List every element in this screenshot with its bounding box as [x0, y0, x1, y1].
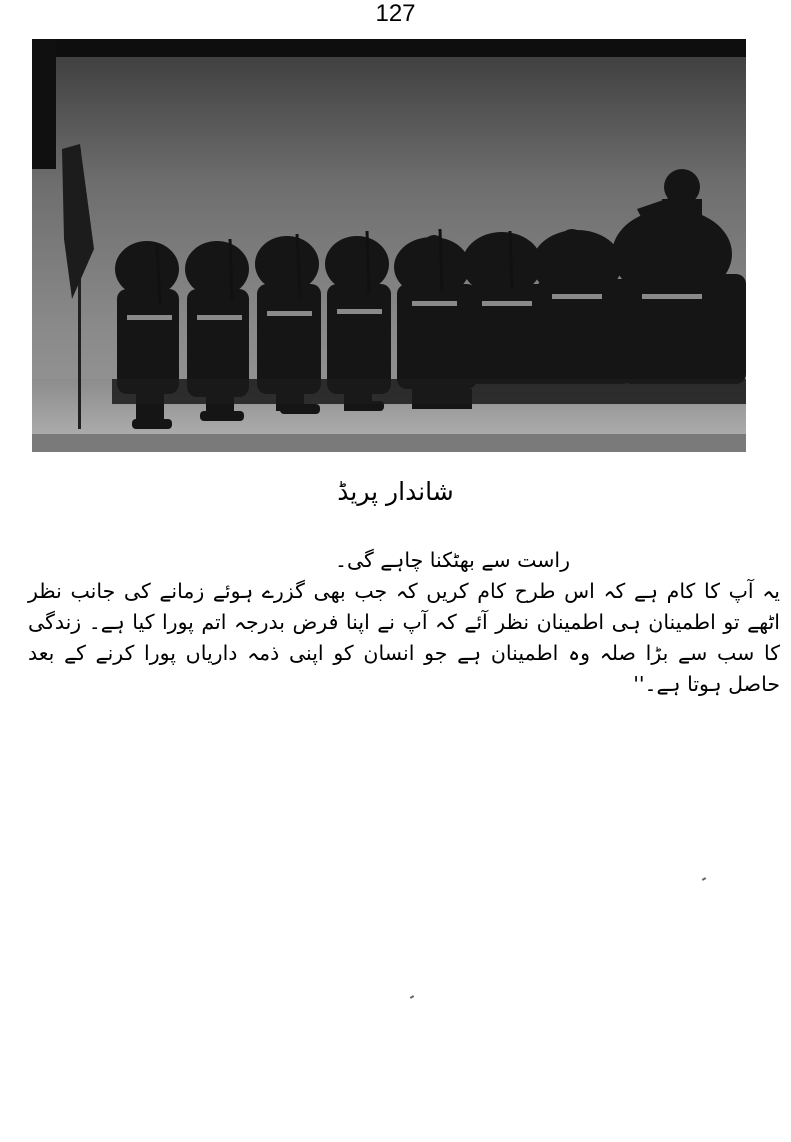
photo-caption: شاندار پریڈ	[337, 477, 454, 506]
scan-speck	[702, 877, 706, 881]
parade-photo-icon	[32, 39, 746, 452]
scan-speck	[410, 995, 414, 999]
paragraph: راست سے بھٹکنا چاہے گی۔	[334, 548, 570, 572]
paragraph: یہ آپ کا کام ہے کہ اس طرح کام کریں کہ جب بھی گزرے ہوئے زمانے کی جانب نظر اٹھے تو اطمینان ہی اطمینان نظر آئے کہ آپ نے اپنا فرض بدرجہ اتم پورا کیا ہے۔ زندگی کا سب سے بڑا صلہ وہ اطمینان ہے جو انسان کو اپنی ذمہ داریاں پورا کرنے کے بعد حاصل ہوتا ہے۔''	[28, 579, 780, 696]
page-number: 127	[375, 0, 416, 27]
body-text	[28, 545, 780, 700]
parade-photo	[32, 39, 746, 452]
